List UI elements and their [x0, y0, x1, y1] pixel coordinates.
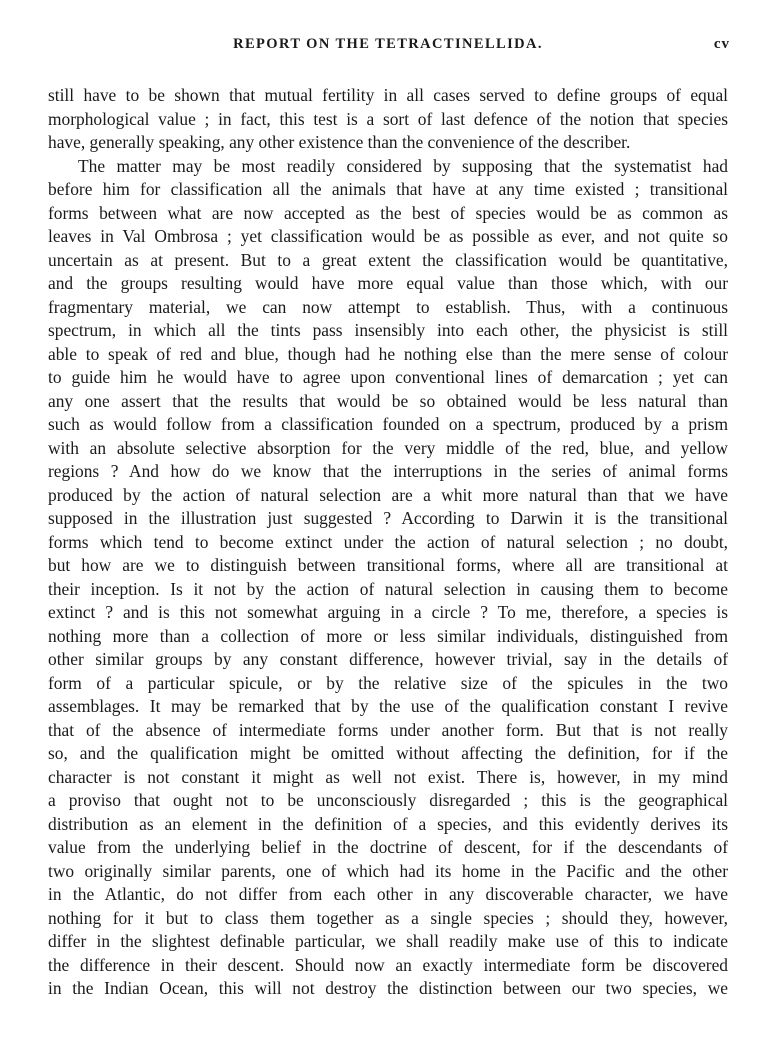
text-line: that of the absence of intermediate forms under another form. But that is not really: [48, 719, 728, 740]
paragraph-2: [48, 155, 728, 1001]
text-line: able to speak of red and blue, though had he nothing else than the mere sense of colour: [48, 343, 728, 364]
text-line: form of a particular spicule, or by the relative size of the spicules in the two: [48, 672, 728, 693]
running-title: REPORT ON THE TETRACTINELLIDA.: [233, 36, 543, 52]
text-line: and the groups resulting would have more equal value than those which, with our: [48, 273, 728, 293]
text-line: such as would follow from a classification founded on a spectrum, produced by a prism: [48, 414, 728, 434]
text-line: morphological value ; in fact, this test is a sort of last defence of the notion that species: [48, 108, 728, 129]
text-line: fragmentary material, we can now attempt to establish. Thus, with a continuous: [48, 296, 728, 317]
text-line: nothing for it but to class them together as a single species ; should they, however,: [48, 907, 728, 928]
text-line: produced by the action of natural selection are a whit more natural than that we have: [48, 484, 728, 505]
text-line: leaves in Val Ombrosa ; yet classification would be as possible as ever, and not quite so: [48, 226, 728, 246]
text-line: character is not constant it might as well not exist. There is, however, in my mind: [48, 766, 728, 787]
body-text: [48, 84, 728, 1001]
text-line: nothing more than a collection of more or less similar individuals, distinguished from: [48, 625, 728, 646]
text-line: regions ? And how do we know that the interruptions in the series of animal forms: [48, 461, 728, 481]
text-line: in the Indian Ocean, this will not destroy the distinction between our two species, we: [48, 978, 728, 998]
text-line: spectrum, in which all the tints pass insensibly into each other, the physicist is still: [48, 320, 728, 340]
running-head: [48, 36, 728, 58]
text-line: still have to be shown that mutual fertility in all cases served to define groups of equal: [48, 85, 728, 105]
text-line: their inception. Is it not by the action of natural selection in causing them to become: [48, 578, 728, 599]
text-line: the difference in their descent. Should now an exactly intermediate form be discovered: [48, 954, 728, 975]
text-line: have, generally speaking, any other existence than the convenience of the describer.: [48, 132, 631, 152]
text-line: The matter may be most readily considered by supposing that the systematist had: [78, 155, 728, 176]
text-line: value from the underlying belief in the doctrine of descent, for if the descendants of: [48, 837, 728, 857]
text-line: forms which tend to become extinct under the action of natural selection ; no doubt,: [48, 531, 728, 552]
text-line: but how are we to distinguish between transitional forms, where all are transitional at: [48, 555, 728, 575]
text-line: differ in the slightest definable particular, we shall readily make use of this to indicate: [48, 931, 728, 951]
text-line: supposed in the illustration just suggested ? According to Darwin it is the transitional: [48, 508, 728, 528]
text-line: to guide him he would have to agree upon conventional lines of demarcation ; yet can: [48, 367, 728, 387]
page-number: cv: [713, 36, 730, 52]
text-line: extinct ? and is this not somewhat arguing in a circle ? To me, therefore, a species is: [48, 602, 728, 622]
text-line: distribution as an element in the definition of a species, and this evidently derives its: [48, 813, 728, 834]
paragraph-1: [48, 84, 728, 155]
text-line: any one assert that the results that would be so obtained would be less natural than: [48, 390, 728, 411]
text-line: other similar groups by any constant difference, however trivial, say in the details of: [48, 649, 728, 669]
text-line: assemblages. It may be remarked that by the use of the qualification constant I revive: [48, 696, 728, 716]
text-line: uncertain as at present. But to a great extent the classification would be quantitative,: [48, 249, 728, 270]
text-line: so, and the qualification might be omitted without affecting the definition, for if the: [48, 743, 728, 763]
text-line: a proviso that ought not to be unconsciously disregarded ; this is the geographical: [48, 790, 728, 810]
text-line: in the Atlantic, do not differ from each other in any discoverable character, we have: [48, 884, 728, 904]
text-line: with an absolute selective absorption for the very middle of the red, blue, and yellow: [48, 437, 728, 458]
text-line: forms between what are now accepted as the best of species would be as common as: [48, 202, 728, 223]
text-line: two originally similar parents, one of which had its home in the Pacific and the other: [48, 860, 728, 881]
text-line: before him for classification all the animals that have at any time existed ; transitional: [48, 179, 728, 199]
